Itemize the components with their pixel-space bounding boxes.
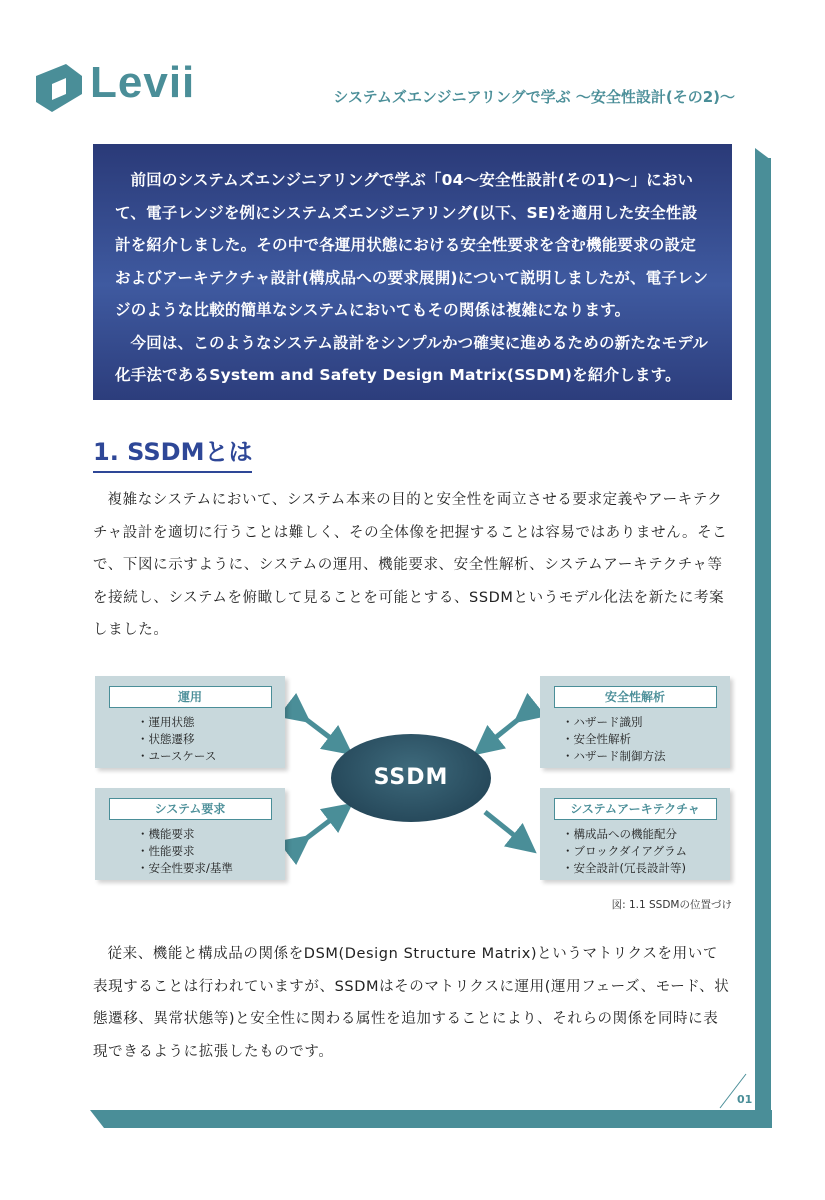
logo	[36, 58, 196, 114]
list-item: ・ユースケース	[137, 749, 217, 763]
card-safety-analysis	[540, 676, 730, 768]
card-operations-title: 運用	[109, 686, 272, 708]
list-item: ・ブロックダイアグラム	[562, 844, 688, 858]
list-item: ・安全性要求/基準	[137, 861, 233, 875]
arrow-req	[299, 812, 341, 844]
logo-mark-icon	[36, 64, 82, 112]
list-item: ・ハザード識別	[562, 715, 643, 729]
card-system-architecture	[540, 788, 730, 880]
arrow-arch	[485, 812, 525, 844]
body-paragraph-1: 複雑なシステムにおいて、システム本来の目的と安全性を両立させる要求定義やアーキテクチャ設計を適切に行うことは難しく、その全体像を把握することは容易ではありません。そこで、下図に示すように、システムの運用、機能要求、安全性解析、システムアーキテクチャ等を接続し、システムを俯瞰して見ることを可能とする、SSDMというモデル化法を新たに考案しました。	[93, 492, 728, 639]
frame-bottom-bar	[90, 1110, 772, 1128]
card-safety-title: 安全性解析	[554, 686, 717, 708]
list-item: ・運用状態	[137, 715, 195, 729]
ssdm-center-ellipse: SSDM	[331, 734, 491, 822]
list-item: ・構成品への機能配分	[562, 827, 677, 841]
list-item: ・安全性解析	[562, 732, 631, 746]
arrow-safety	[485, 714, 525, 746]
intro-paragraph-2: 今回は、このようなシステム設計をシンプルかつ確実に進めるための新たなモデル化手法であるSystem and Safety Design Matrix(SSDM)を紹介します。	[115, 333, 709, 384]
list-item: ・性能要求	[137, 844, 195, 858]
card-requirements	[95, 788, 285, 880]
list-item: ・安全設計(冗長設計等)	[562, 861, 686, 875]
card-architecture-title: システムアーキテクチャ	[554, 798, 717, 820]
intro-paragraph-1: 前回のシステムズエンジニアリングで学ぶ「04〜安全性設計(その1)〜」において、電子レンジを例にシステムズエンジニアリング(以下、SE)を適用した安全性設計を紹介しました。その中で各運用状態における安全性要求を含む機能要求の設定およびアーキテクチャ設計(構成品への要求展開)について説明しましたが、電子レンジのような比較的簡単なシステムにおいてもその関係は複雑になります。	[115, 171, 709, 319]
ssdm-diagram	[93, 670, 733, 890]
page-number: 01	[737, 1093, 753, 1106]
card-operations	[95, 676, 285, 768]
arrow-ops	[299, 714, 341, 746]
list-item: ・状態遷移	[137, 732, 195, 746]
header-title: システムズエンジニアリングで学ぶ 〜安全性設計(その2)〜	[333, 88, 735, 106]
intro-box	[93, 144, 732, 400]
brand-name: Levii	[90, 58, 196, 107]
body-paragraph-2: 従来、機能と構成品の関係をDSM(Design Structure Matrix)というマトリクスを用いて表現することは行われていますが、SSDMはそのマトリクスに運用(運用フェーズ、モード、状態遷移、異常状態等)と安全性に関わる属性を追加することにより、それらの関係を同時に表現できるように拡張したものです。	[93, 946, 730, 1060]
list-item: ・機能要求	[137, 827, 195, 841]
frame-right-bar	[755, 158, 771, 1126]
section-heading: 1. SSDMとは	[93, 432, 252, 473]
card-requirements-title: システム要求	[109, 798, 272, 820]
figure-caption: 図: 1.1 SSDMの位置づけ	[611, 899, 732, 911]
list-item: ・ハザード制御方法	[562, 749, 666, 763]
